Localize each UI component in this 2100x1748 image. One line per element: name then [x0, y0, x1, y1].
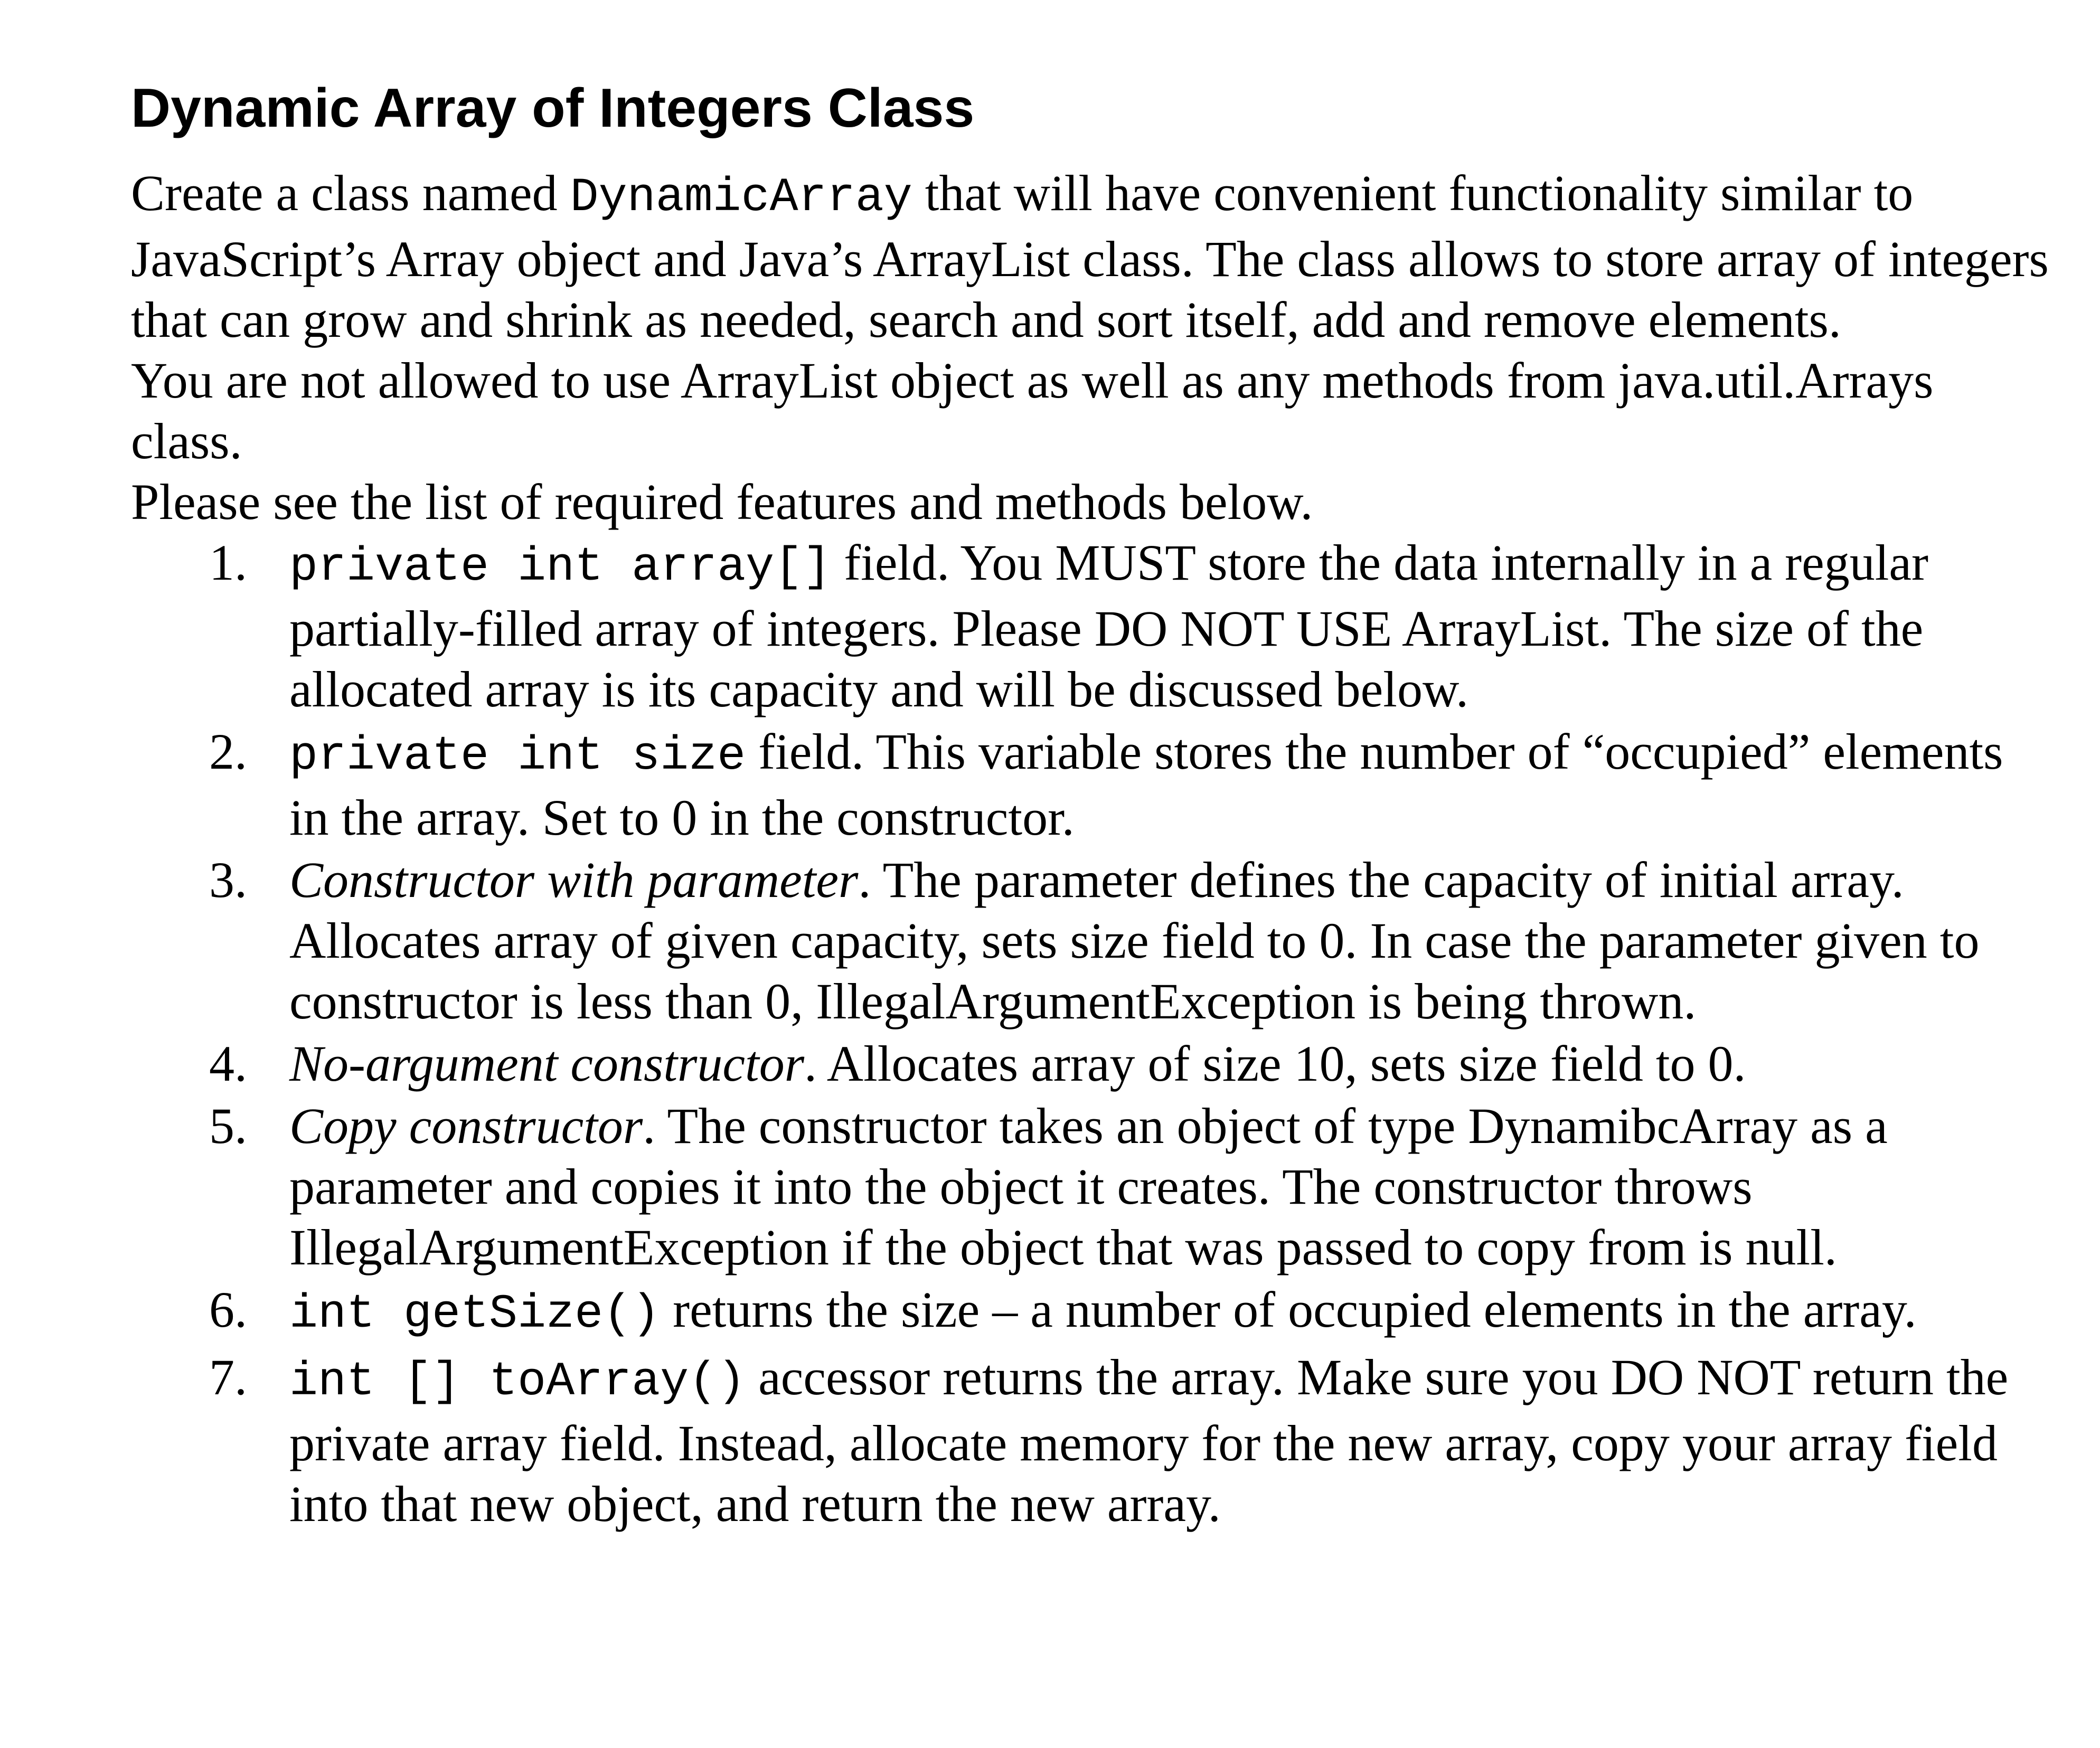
feature-list: [131, 532, 2053, 1534]
list-item-term: Copy constructor: [289, 1098, 643, 1154]
intro-paragraph: [131, 163, 2053, 350]
list-item-text: field. This variable stores the number of “occupied” elements in the array. Set to 0 in the constructor.: [289, 723, 2003, 846]
list-item-number: 5.: [209, 1098, 247, 1154]
list-item-number: 3.: [209, 852, 247, 908]
list-item-code: int getSize(): [289, 1288, 661, 1341]
list-item-code: private int size: [289, 730, 746, 783]
intro-text-start: Create a class named: [131, 165, 570, 221]
list-item: [131, 849, 2053, 1032]
list-item-term: No-argument constructor: [289, 1035, 805, 1092]
list-item-text: . The constructor takes an object of type DynamibcArray as a parameter and copies it into the object it creates. The constructor throws IllegalArgumentException if the object that was passed to copy from is null.: [289, 1098, 1888, 1275]
list-intro-paragraph: Please see the list of required features and methods below.: [131, 474, 1313, 530]
list-item-text: field. You MUST store the data internally in a regular partially-filled array of integers. Please DO NOT USE ArrayList. The size of the allocated array is its capacity and will be discussed below.: [289, 534, 1928, 717]
list-item-number: 1.: [209, 534, 247, 591]
document-page: [131, 74, 2053, 1536]
restriction-paragraph: You are not allowed to use ArrayList object as well as any methods from java.util.Arrays class.: [131, 352, 1934, 469]
list-item-code: int [] toArray(): [289, 1355, 746, 1409]
list-item: [131, 1347, 2053, 1534]
list-item-code: private int array[]: [289, 541, 832, 594]
list-item-number: 4.: [209, 1035, 247, 1092]
list-item: [131, 1279, 2053, 1345]
list-item-number: 2.: [209, 723, 247, 780]
list-item-term: Constructor with parameter: [289, 852, 859, 908]
list-item-text: returns the size – a number of occupied elements in the array.: [660, 1281, 1917, 1338]
document-title: Dynamic Array of Integers Class: [131, 78, 975, 139]
list-item: [131, 1033, 2053, 1094]
list-item: [131, 1095, 2053, 1278]
list-item: [131, 532, 2053, 720]
intro-class-name: DynamicArray: [570, 171, 912, 225]
intro-text-end: that will have convenient functionality similar to JavaScript’s Array object and Java’s ArrayList class. The class allows to store array of integers that can grow and shrink as needed, search and sort itself, add and remove elements.: [131, 165, 2049, 348]
list-item-text: . Allocates array of size 10, sets size field to 0.: [804, 1035, 1746, 1092]
list-item-number: 6.: [209, 1281, 247, 1338]
list-item-text: . The parameter defines the capacity of initial array. Allocates array of given capacity, sets size field to 0. In case the parameter given to constructor is less than 0, IllegalArgumentException is being thrown.: [289, 852, 1980, 1029]
list-item-text: accessor returns the array. Make sure you DO NOT return the private array field. Instead, allocate memory for the new array, copy your array field into that new object, and return the new array.: [289, 1349, 2009, 1532]
list-item: [131, 721, 2053, 848]
list-item-number: 7.: [209, 1349, 247, 1405]
